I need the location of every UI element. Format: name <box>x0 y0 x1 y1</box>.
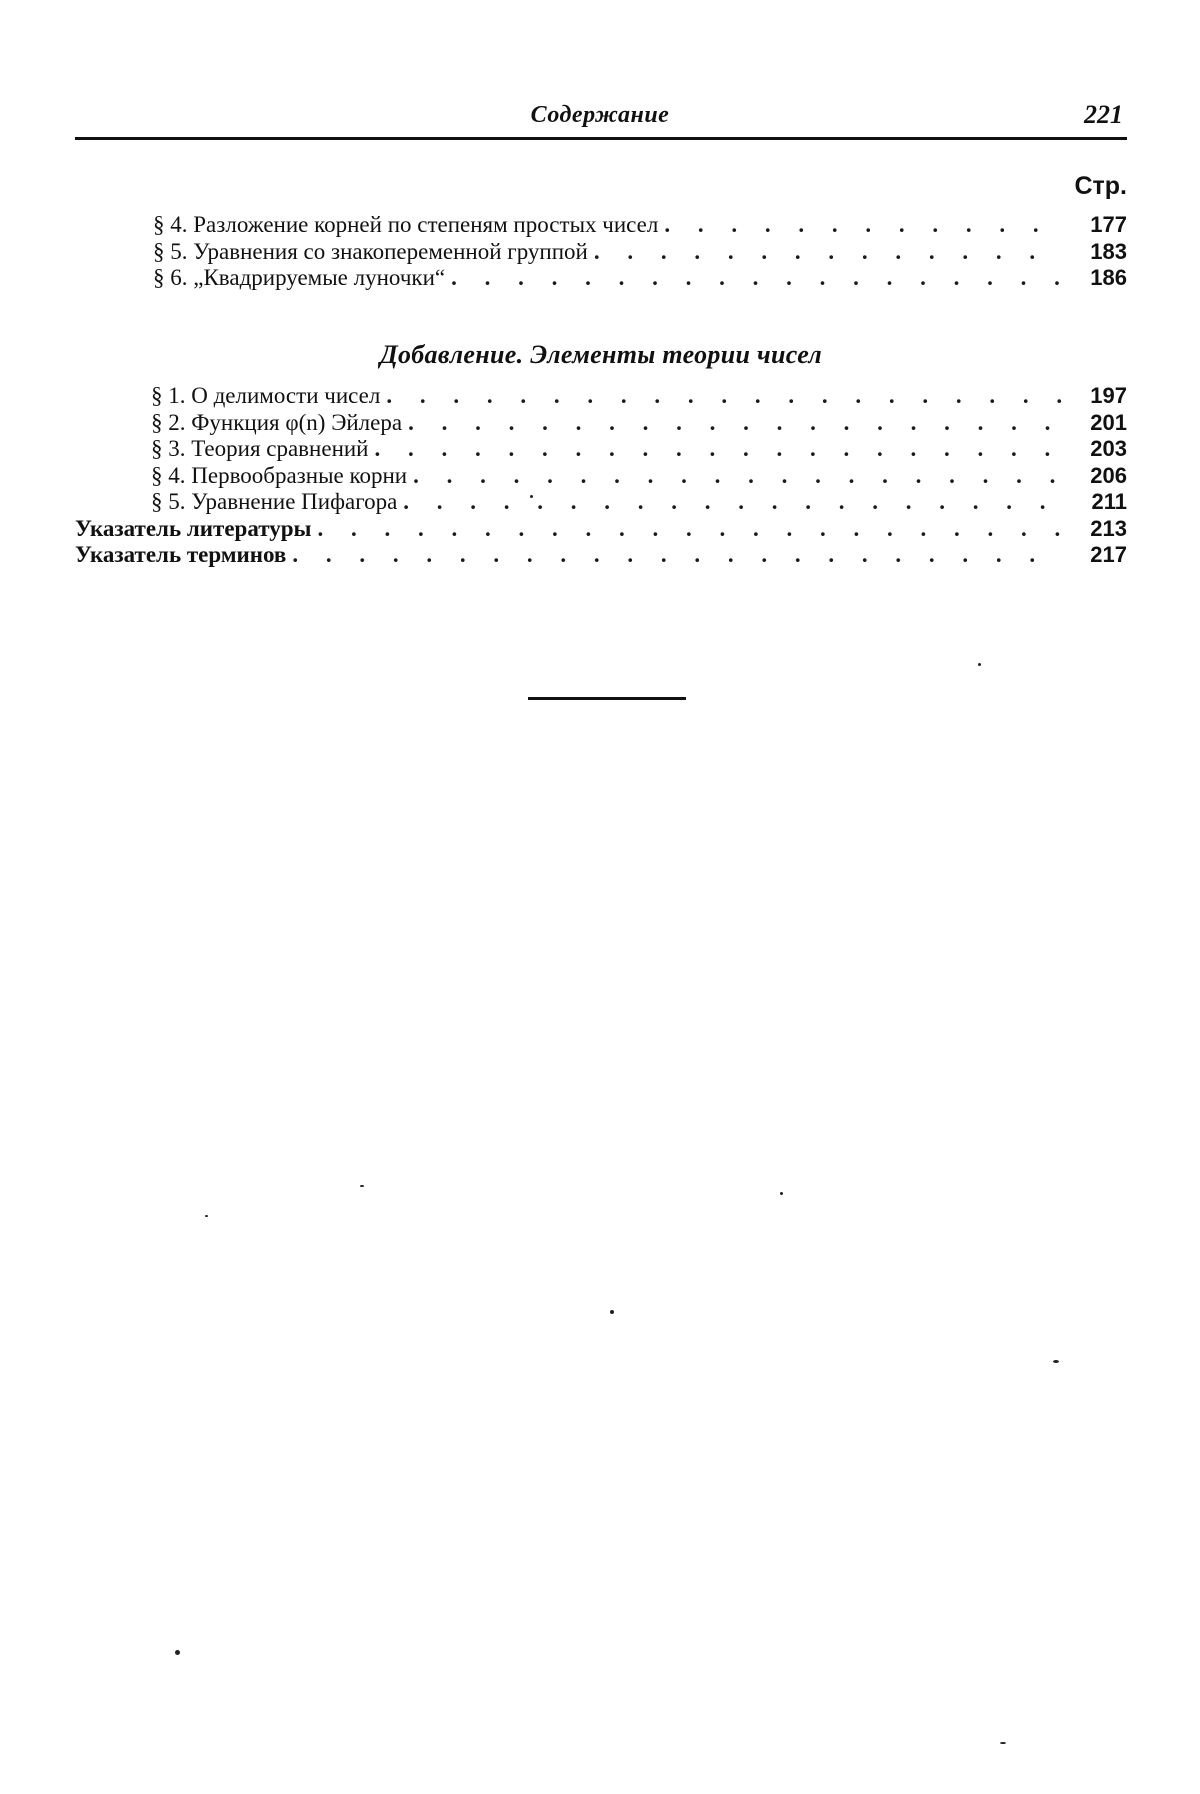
toc-entry-label: § 5. Уравнение Пифагора <box>151 489 398 514</box>
toc-entry-label: § 2. Функция φ(n) Эйлера <box>151 409 403 435</box>
toc-entry <box>75 463 1127 490</box>
toc-appendix-section <box>75 383 1127 569</box>
running-title: Содержание <box>530 102 670 128</box>
toc-entry <box>75 410 1127 437</box>
toc-entry-page: 177 <box>1090 212 1127 237</box>
end-rule <box>528 697 686 700</box>
toc-entry-page: 217 <box>1090 542 1127 567</box>
toc-entry <box>75 383 1127 410</box>
dot-leader <box>375 436 1064 462</box>
toc-entry <box>75 265 1127 292</box>
appendix-heading: Добавление. Элементы теории чисел <box>379 340 823 369</box>
toc-entry <box>75 516 1127 543</box>
toc-entry-label: § 1. О делимости чисел <box>151 383 381 408</box>
toc-entry <box>75 436 1127 463</box>
dot-leader <box>594 239 1063 265</box>
page-column-label: Стр. <box>1074 172 1127 200</box>
toc-entry-label: § 4. Первообразные корни <box>151 462 408 488</box>
dot-leader <box>317 516 1063 542</box>
page-number: 221 <box>1084 100 1123 129</box>
dot-leader <box>292 542 1063 568</box>
toc-entry-page: 183 <box>1090 238 1127 264</box>
toc-entry-label: Указатель литературы <box>75 515 312 541</box>
toc-entry-page: 186 <box>1090 265 1127 290</box>
toc-entry <box>75 489 1127 516</box>
toc-entry-label: § 6. „Квадрируемые луночки“ <box>153 265 446 290</box>
toc-entry-page: 203 <box>1090 436 1127 461</box>
dot-leader <box>408 410 1063 436</box>
toc-entry-page: 213 <box>1090 515 1127 541</box>
toc-entry <box>75 239 1127 266</box>
dot-leader <box>664 212 1063 238</box>
toc-entry-label: § 4. Разложение корней по степеням простых чисел <box>153 212 659 237</box>
toc-entry-page: 211 <box>1091 489 1127 514</box>
toc-entry-page: 197 <box>1090 383 1127 408</box>
toc-entry-label: Указатель терминов <box>75 542 287 567</box>
toc-chapter-section <box>75 212 1127 292</box>
toc-entry-page: 201 <box>1090 409 1127 435</box>
toc-entry-label: § 5. Уравнения со знакопеременной группой <box>153 238 588 264</box>
dot-leader <box>386 383 1063 409</box>
dot-leader <box>413 463 1063 489</box>
toc-entry-page: 206 <box>1090 462 1127 488</box>
toc-entry <box>75 542 1127 569</box>
header-rule <box>75 137 1127 140</box>
toc-entry-label: § 3. Теория сравнений <box>151 436 369 461</box>
running-header <box>75 96 1125 140</box>
toc-entry <box>75 212 1127 239</box>
dot-leader <box>451 265 1063 291</box>
dot-leader <box>403 489 1063 515</box>
